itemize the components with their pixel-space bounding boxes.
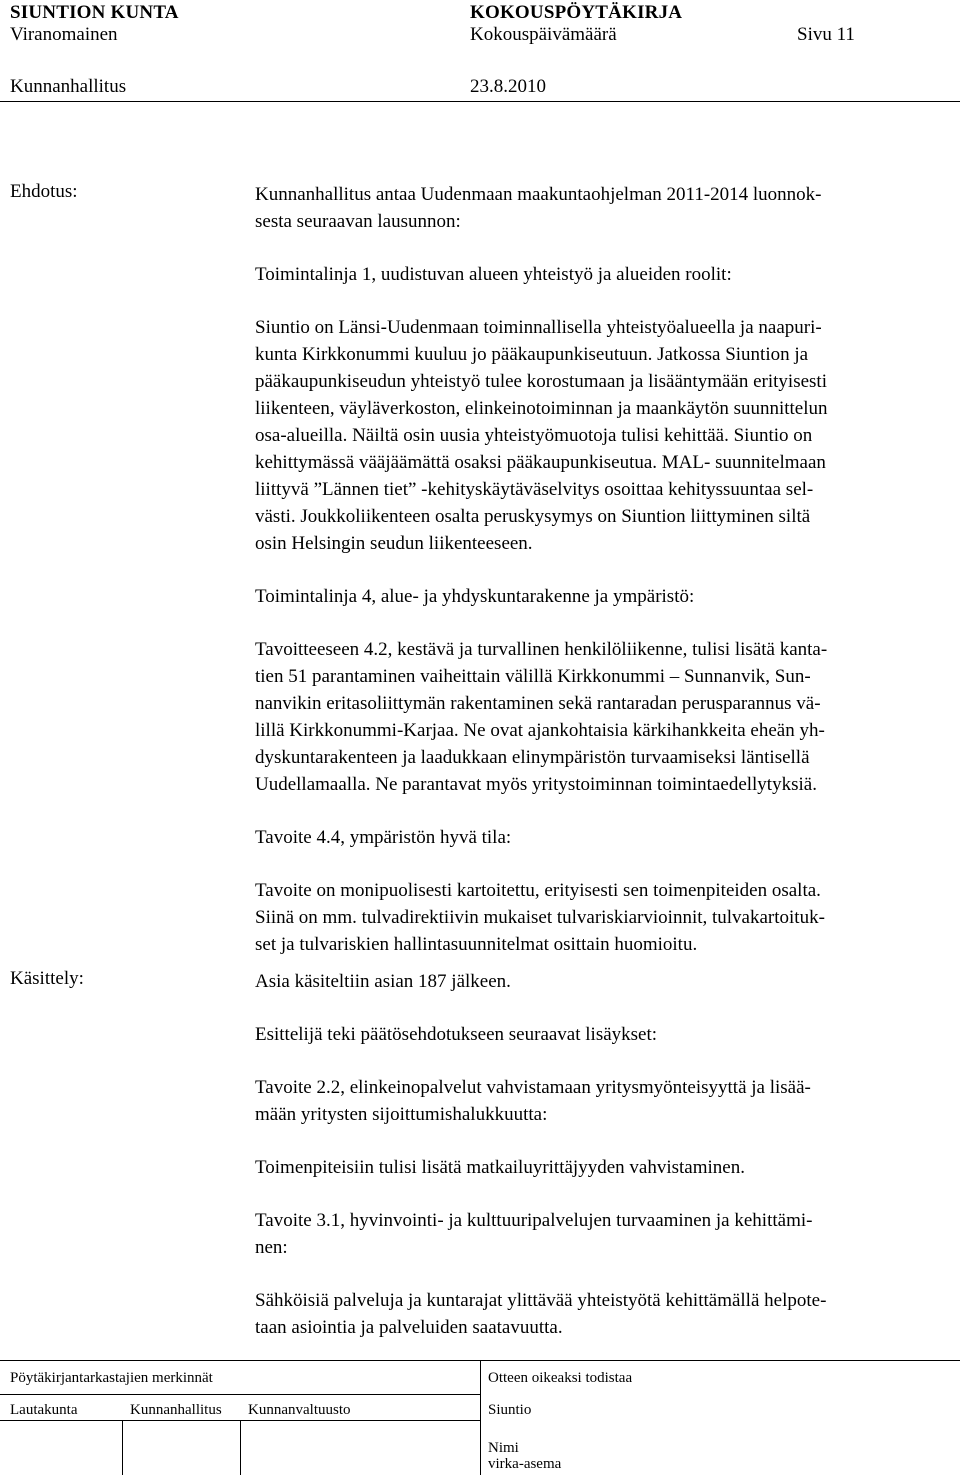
text-line: Uudellamaalla. Ne parantavat myös yritystoiminnan toimintaedellytyksiä.	[255, 774, 817, 795]
kasittely-paragraph-6	[255, 1287, 955, 1341]
text-line: Tavoite 3.1, hyvinvointi- ja kulttuuripalvelujen turvaaminen ja kehittämi-	[255, 1210, 813, 1231]
ehdotus-paragraph-3	[255, 314, 955, 557]
kasittely-paragraph-4	[255, 1154, 955, 1181]
ehdotus-body	[255, 181, 955, 958]
text-line: Tavoitteeseen 4.2, kestävä ja turvallinen henkilöliikenne, tulisi lisätä kanta-	[255, 639, 828, 660]
authority-name: Kunnanhallitus	[10, 76, 127, 97]
text-line: set ja tulvariskien hallintasuunnitelmat osittain huomioitu.	[255, 934, 698, 955]
ehdotus-paragraph-7	[255, 877, 955, 958]
meeting-date-label: Kokouspäivämäärä	[470, 24, 617, 45]
text-line: Siinä on mm. tulvadirektiivin mukaiset tulvariskiarvioinnit, tulvakartoituk-	[255, 907, 825, 928]
text-line: mään yritysten sijoittumishalukkuutta:	[255, 1104, 548, 1125]
kasittely-body	[255, 968, 955, 1341]
page-number: Sivu 11	[797, 24, 855, 45]
text-line: liittyvä ”Lännen tiet” -kehityskäytäväselvitys osoittaa kehityssuuntaa sel-	[255, 479, 814, 500]
footer-row-divider	[0, 1394, 480, 1395]
text-line: lillä Kirkkonummi-Karjaa. Ne ovat ajankohtaisia kärkihankkeita eheän yh-	[255, 720, 825, 741]
kasittely-paragraph-5	[255, 1207, 955, 1261]
text-line: kunta Kirkkonummi kuuluu jo pääkaupunkiseutuun. Jatkossa Siuntion ja	[255, 344, 809, 365]
header-separator	[0, 101, 960, 102]
ehdotus-label: Ehdotus:	[10, 181, 78, 202]
ehdotus-paragraph-5	[255, 636, 955, 798]
footer-column-divider	[122, 1420, 123, 1475]
authority-label: Viranomainen	[10, 24, 118, 45]
text-line: liikenteen, väyläverkoston, elinkeinotoiminnan ja maankäytön suunnittelun	[255, 398, 828, 419]
text-line: Tavoite on monipuolisesti kartoitettu, erityisesti sen toimenpiteiden osalta.	[255, 880, 821, 901]
text-line: västi. Joukkoliikenteen osalta peruskysymys on Siuntion liittyminen siltä	[255, 506, 811, 527]
footer-certification-title: Otteen oikeaksi todistaa	[488, 1370, 633, 1386]
text-line: dyskuntarakenteen ja laadukkaan elinympäristön turvaamiseksi läntisellä	[255, 747, 810, 768]
section-heading: Toimintalinja 4, alue- ja yhdyskuntarakenne ja ympäristö:	[255, 586, 695, 607]
text-line: nanvikin eritasoliittymän rakentaminen sekä rantaradan perusparannus vä-	[255, 693, 821, 714]
footer-position-label: virka-asema	[488, 1456, 562, 1472]
kasittely-paragraph-2	[255, 1021, 955, 1048]
footer-column-divider	[240, 1420, 241, 1475]
text-line: nen:	[255, 1237, 288, 1258]
footer-reviewers-title: Pöytäkirjantarkastajien merkinnät	[10, 1370, 213, 1386]
text-line: Sähköisiä palveluja ja kuntarajat ylittävää yhteistyötä kehittämällä helpote-	[255, 1290, 827, 1311]
text-line: Asia käsiteltiin asian 187 jälkeen.	[255, 971, 511, 992]
text-line: Esittelijä teki päätösehdotukseen seuraavat lisäykset:	[255, 1024, 658, 1045]
ehdotus-paragraph-1	[255, 181, 955, 235]
municipality-name: SIUNTION KUNTA	[10, 2, 179, 23]
footer-column-divider	[480, 1360, 481, 1475]
footer-col-lautakunta: Lautakunta	[10, 1402, 78, 1418]
kasittely-label: Käsittely:	[10, 968, 84, 989]
text-line: Tavoite 2.2, elinkeinopalvelut vahvistamaan yritysmyönteisyyttä ja lisää-	[255, 1077, 811, 1098]
document-type: KOKOUSPÖYTÄKIRJA	[470, 2, 683, 23]
footer-col-kunnanvaltuusto: Kunnanvaltuusto	[248, 1402, 351, 1418]
text-line: tien 51 parantaminen vaiheittain välillä Kirkkonummi – Sunnanvik, Sun-	[255, 666, 811, 687]
footer-name-label: Nimi	[488, 1440, 519, 1456]
text-line: taan asiointia ja palveluiden saatavuutta.	[255, 1317, 563, 1338]
footer-place: Siuntio	[488, 1402, 532, 1418]
text-line: Toimenpiteisiin tulisi lisätä matkailuyrittäjyyden vahvistaminen.	[255, 1157, 745, 1178]
kasittely-paragraph-3	[255, 1074, 955, 1128]
ehdotus-paragraph-6	[255, 824, 955, 851]
ehdotus-paragraph-2	[255, 261, 955, 288]
ehdotus-paragraph-4	[255, 583, 955, 610]
section-heading: Tavoite 4.4, ympäristön hyvä tila:	[255, 827, 512, 848]
text-line: osin Helsingin seudun liikenteeseen.	[255, 533, 533, 554]
footer-col-kunnanhallitus: Kunnanhallitus	[130, 1402, 222, 1418]
text-line: osa-alueilla. Näiltä osin uusia yhteistyömuotoja tulisi kehittää. Siuntio on	[255, 425, 813, 446]
text-line: Kunnanhallitus antaa Uudenmaan maakuntaohjelman 2011-2014 luonnok-	[255, 184, 822, 205]
section-heading: Toimintalinja 1, uudistuvan alueen yhteistyö ja alueiden roolit:	[255, 264, 732, 285]
kasittely-paragraph-1	[255, 968, 955, 995]
text-line: sesta seuraavan lausunnon:	[255, 211, 461, 232]
text-line: kehittymässä vääjäämättä osaksi pääkaupunkiseutua. MAL- suunnitelmaan	[255, 452, 826, 473]
text-line: pääkaupunkiseudun yhteistyö tulee korostumaan ja lisääntymään erityisesti	[255, 371, 827, 392]
signature-footer	[0, 1360, 960, 1475]
meeting-date: 23.8.2010	[470, 76, 546, 97]
text-line: Siuntio on Länsi-Uudenmaan toiminnallisella yhteistyöalueella ja naapuri-	[255, 317, 822, 338]
